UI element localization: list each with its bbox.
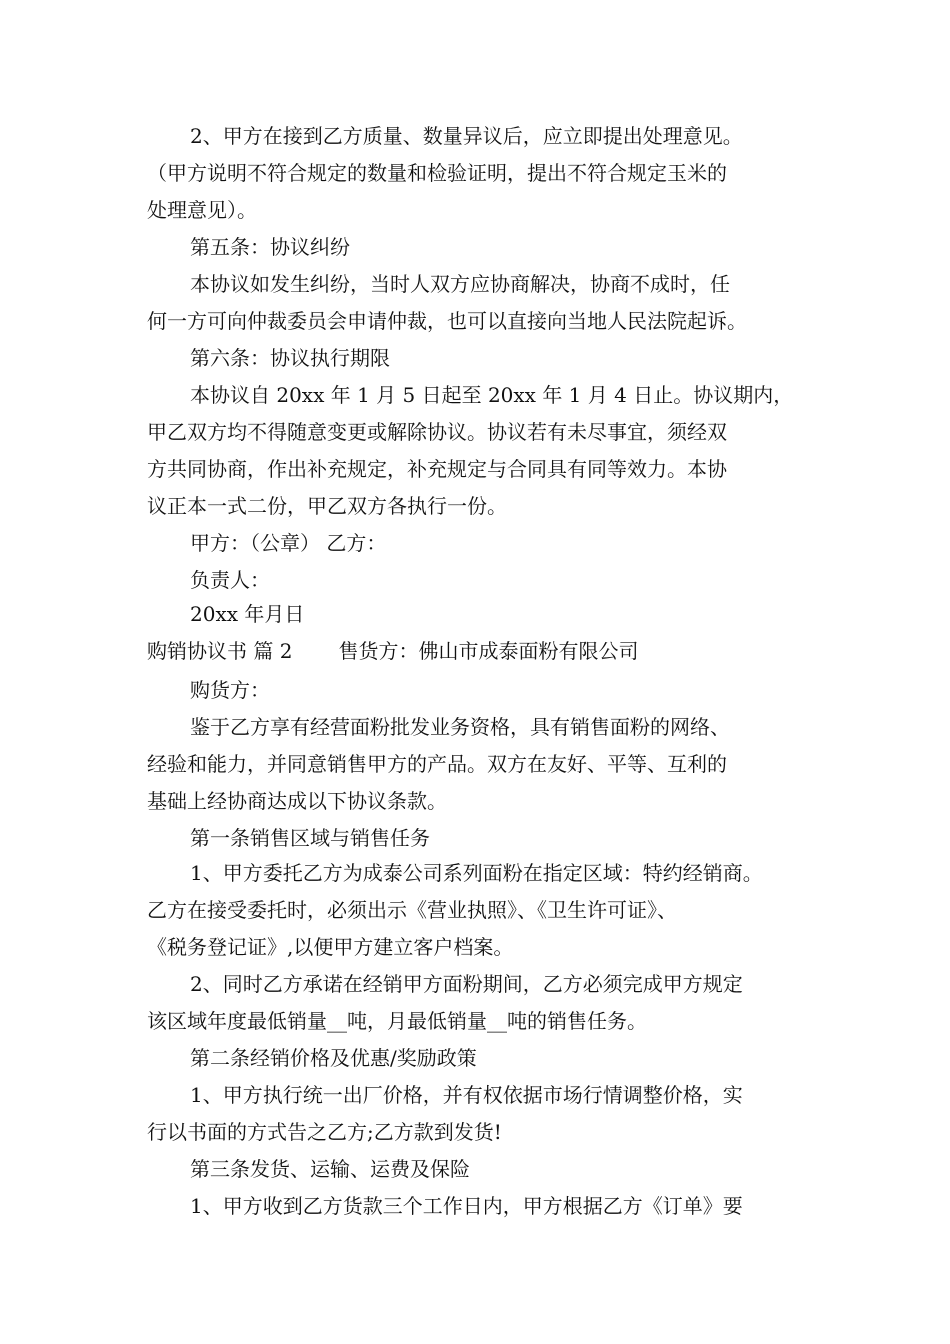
section-heading: 第二条经销价格及优惠/奖励政策 bbox=[190, 1046, 477, 1070]
paragraph-line: （甲方说明不符合规定的数量和检验证明，提出不符合规定玉米的 bbox=[147, 161, 727, 185]
paragraph-line: 《税务登记证》,以便甲方建立客户档案。 bbox=[147, 935, 514, 959]
date-line: 20xx 年月日 bbox=[190, 602, 305, 626]
section-heading: 第六条：协议执行期限 bbox=[190, 346, 390, 370]
paragraph-line: 本协议自 20xx 年 1 月 5 日起至 20xx 年 1 月 4 日止。协议期内， bbox=[190, 383, 794, 407]
paragraph-line: 经验和能力，并同意销售甲方的产品。双方在友好、平等、互利的 bbox=[147, 752, 727, 776]
paragraph-line: 2、同时乙方承诺在经销甲方面粉期间，乙方必须完成甲方规定 bbox=[190, 972, 743, 996]
paragraph-line: 该区域年度最低销量__吨，月最低销量__吨的销售任务。 bbox=[147, 1009, 647, 1033]
signature-line: 甲方：（公章） 乙方： bbox=[190, 531, 387, 555]
paragraph-line: 鉴于乙方享有经营面粉批发业务资格，具有销售面粉的网络、 bbox=[190, 715, 730, 739]
paragraph-line: 甲乙双方均不得随意变更或解除协议。协议若有未尽事宜，须经双 bbox=[147, 420, 727, 444]
signature-line: 负责人： bbox=[190, 568, 270, 592]
paragraph-line: 2、甲方在接到乙方质量、数量异议后，应立即提出处理意见。 bbox=[190, 124, 743, 148]
paragraph-line: 处理意见）。 bbox=[147, 198, 257, 222]
paragraph-line: 行以书面的方式告之乙方;乙方款到发货! bbox=[147, 1120, 502, 1144]
article-title-line bbox=[0, 638, 638, 664]
paragraph-line: 方共同协商，作出补充规定，补充规定与合同具有同等效力。本协 bbox=[147, 457, 727, 481]
section-heading: 第三条发货、运输、运费及保险 bbox=[190, 1157, 470, 1181]
paragraph-line: 1、甲方委托乙方为成泰公司系列面粉在指定区域：特约经销商。 bbox=[190, 861, 763, 885]
paragraph-line: 1、甲方收到乙方货款三个工作日内，甲方根据乙方《订单》要 bbox=[190, 1194, 743, 1218]
section-heading: 第五条：协议纠纷 bbox=[190, 235, 350, 259]
buyer-line: 购货方： bbox=[190, 678, 270, 702]
section-heading: 第一条销售区域与销售任务 bbox=[190, 826, 430, 850]
paragraph-line: 1、甲方执行统一出厂价格，并有权依据市场行情调整价格，实 bbox=[190, 1083, 743, 1107]
paragraph-line: 乙方在接受委托时，必须出示《营业执照》、《卫生许可证》、 bbox=[147, 898, 677, 922]
seller-line: 售货方：佛山市成泰面粉有限公司 bbox=[338, 639, 639, 663]
paragraph-line: 本协议如发生纠纷，当时人双方应协商解决，协商不成时，任 bbox=[190, 272, 730, 296]
paragraph-line: 议正本一式二份，甲乙双方各执行一份。 bbox=[147, 494, 507, 518]
paragraph-line: 基础上经协商达成以下协议条款。 bbox=[147, 789, 447, 813]
paragraph-line: 何一方可向仲裁委员会申请仲裁，也可以直接向当地人民法院起诉。 bbox=[147, 309, 747, 333]
article-title: 购销协议书 篇 2 bbox=[147, 639, 293, 663]
